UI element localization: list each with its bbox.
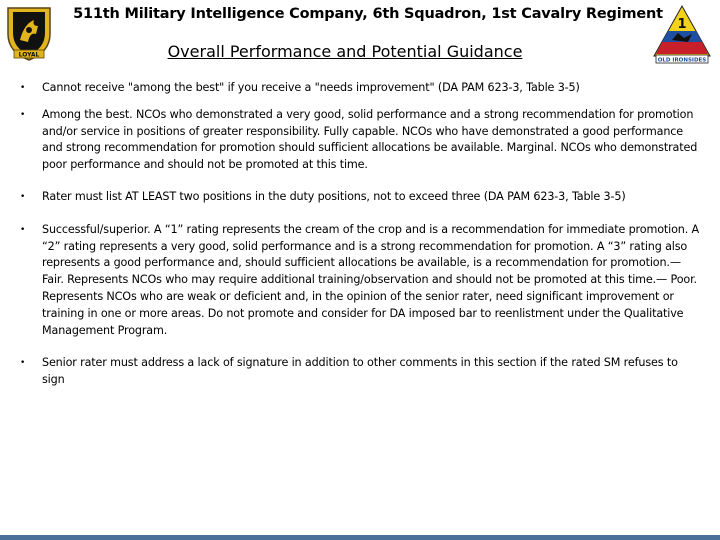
list-item-text: Among the best. NCOs who demonstrated a very good, solid performance and a strong recommendation for promotion and/or service in positions of greater responsibility. Fully capable. NCOs who have demonstrated a good performance and strong recommendation for promotion should sufficient allocations be available. Marginal. NCOs who demonstrated poor performance and should not be promoted at this time.	[42, 107, 698, 172]
guidance-list	[20, 80, 700, 389]
patch-number: 1	[677, 17, 687, 32]
list-item-text: Senior rater must address a lack of signature in addition to other comments in this section if the rated SM refuses to sign	[42, 356, 678, 387]
bullet-dot-icon: •	[20, 224, 26, 235]
list-item	[20, 107, 700, 174]
list-item	[20, 222, 700, 340]
slide-subtitle: Overall Performance and Potential Guidance	[167, 42, 523, 61]
patch-motto: OLD IRONSIDES	[657, 57, 707, 64]
crest-motto: LOYAL	[18, 51, 40, 59]
list-item	[20, 80, 700, 97]
cavalry-crest-icon	[4, 4, 54, 62]
footer-bar	[0, 535, 720, 540]
list-item-text: Cannot receive "among the best" if you receive a "needs improvement" (DA PAM 623-3, Table 3-5)	[42, 81, 580, 94]
list-item	[20, 355, 700, 389]
bullet-dot-icon: •	[20, 191, 26, 202]
bullet-dot-icon: •	[20, 83, 26, 93]
bullet-dot-icon: •	[20, 358, 26, 369]
bullet-dot-icon: •	[20, 109, 26, 120]
list-item-text: Successful/superior. A “1” rating represents the cream of the crop and is a recommendation for immediate promotion. A “2” rating represents a very good, solid performance and is a strong recommendation for promotion. A “3” rating also represents a good performance and, should sufficient allocations be available, is a recommendation for promotion.— Fair. Represents NCOs who may require additional training/observation and should not be promoted at this time.— Poor. Represents NCOs who are weak or deficient and, in the opinion of the senior rater, need significant improvement or training in one or more areas. Do not promote and consider for DA imposed bar to reenlistment under the Qualitative Management Program.	[42, 222, 700, 337]
list-item-text: Rater must list AT LEAST two positions in the duty positions, not to exceed three (DA PAM 623-3, Table 3-5)	[42, 189, 626, 203]
list-item	[20, 189, 700, 206]
armored-division-patch-icon	[652, 4, 712, 64]
page-title: 511th Military Intelligence Company, 6th Squadron, 1st Cavalry Regiment	[73, 6, 663, 22]
